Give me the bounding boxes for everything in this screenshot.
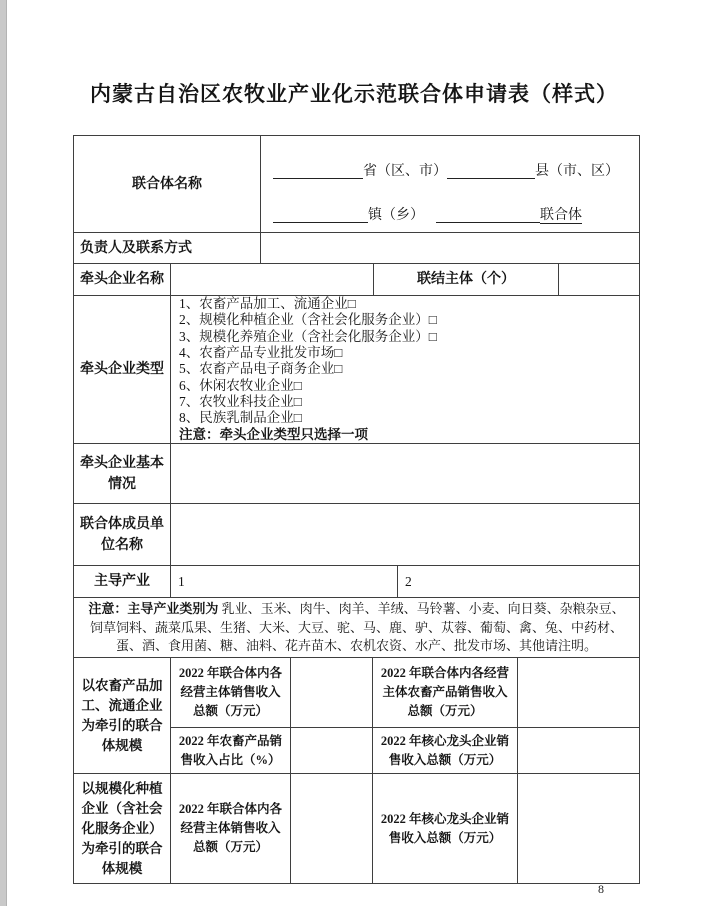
- lead-type-option: 1、农畜产品加工、流通企业□: [179, 296, 356, 312]
- lead-type-option: 8、民族乳制品企业□: [179, 410, 302, 426]
- row-lead-basic: [74, 444, 639, 504]
- spl-field2: 2022 年核心龙头企业销售收入总额（万元）: [373, 774, 518, 883]
- row-members: [74, 504, 639, 566]
- lead-type-option: 5、农畜产品电子商务企业□: [179, 361, 343, 377]
- page-title: 内蒙古自治区农牧业产业化示范联合体申请表（样式）: [90, 82, 618, 106]
- sp-r1-field2: 2022 年联合体内各经营主体农畜产品销售收入总额（万元）: [373, 658, 518, 727]
- row-lead-type: [74, 296, 639, 444]
- row-lead-enterprise: [74, 264, 639, 296]
- row-contact: [74, 233, 639, 264]
- province-label: 省（区、市）: [363, 164, 447, 179]
- viewer-left-edge: [0, 0, 7, 906]
- sp-r1-value1: [291, 658, 373, 727]
- sp-r2-value1: [291, 728, 373, 773]
- members-label: 联合体成员单位名称: [74, 504, 171, 565]
- consortium-name-value: [261, 136, 639, 232]
- sp-r2-value2: [518, 728, 639, 773]
- blank-line: [436, 208, 540, 223]
- linked-entities-value: [559, 264, 639, 295]
- scale-processing-label: 以农畜产品加工、流通企业为牵引的联合体规模: [74, 658, 171, 773]
- blank-line: [273, 164, 363, 179]
- lead-basic-value: [171, 444, 639, 503]
- scale-processing-row2: [171, 728, 639, 773]
- town-label: 镇（乡）: [368, 208, 424, 223]
- main-industry-label: 主导产业: [74, 566, 171, 597]
- contact-value: [261, 233, 639, 263]
- lead-type-option: 2、规模化种植企业（含社会化服务企业）□: [179, 312, 437, 328]
- main-industry-2: 2: [405, 573, 412, 589]
- application-form-table: [73, 135, 640, 884]
- lead-type-label: 牵头企业类型: [74, 296, 171, 443]
- scale-processing-row1: [171, 658, 639, 728]
- sp-r2-field1: 2022 年农畜产品销售收入占比（%）: [171, 728, 291, 773]
- scale-planting-label: 以规模化种植企业（含社会化服务企业）为牵引的联合体规模: [74, 774, 171, 883]
- blank-line: [447, 164, 535, 179]
- members-value: [171, 504, 639, 565]
- industry-note-bold: 注意：主导产业类别为: [88, 601, 219, 616]
- province-county-line: [273, 160, 619, 180]
- contact-label: 负责人及联系方式: [74, 233, 261, 263]
- lead-type-option: 4、农畜产品专业批发市场□: [179, 345, 343, 361]
- consortium-name-label: 联合体名称: [74, 136, 261, 232]
- industry-note: [74, 598, 639, 657]
- lead-basic-label: 牵头企业基本情况: [74, 444, 171, 503]
- town-consortium-line: [273, 204, 582, 224]
- spl-value1: [291, 774, 373, 883]
- sp-r2-field2: 2022 年核心龙头企业销售收入总额（万元）: [373, 728, 518, 773]
- spl-value2: [518, 774, 639, 883]
- scale-processing-grid: [171, 658, 639, 773]
- row-consortium-name: [74, 136, 639, 233]
- county-label: 县（市、区）: [535, 164, 619, 179]
- lead-enterprise-name-value: [171, 264, 374, 295]
- sp-r1-value2: [518, 658, 639, 727]
- lead-enterprise-name-label: 牵头企业名称: [74, 264, 171, 295]
- row-scale-planting: [74, 774, 639, 883]
- consortium-suffix-label: 联合体: [540, 208, 582, 223]
- lead-type-option: 6、休闲农牧业企业□: [179, 377, 302, 393]
- lead-type-option: 7、农牧业科技企业□: [179, 393, 302, 409]
- lead-type-options: [171, 296, 639, 443]
- linked-entities-label: 联结主体（个）: [374, 264, 559, 295]
- lead-type-note: 注意：牵头企业类型只选择一项: [179, 426, 368, 442]
- row-industry-note: [74, 598, 639, 658]
- page-number: 8: [598, 882, 604, 896]
- sp-r1-field1: 2022 年联合体内各经营主体销售收入总额（万元）: [171, 658, 291, 727]
- row-main-industry: [74, 566, 639, 598]
- blank-line: [273, 208, 368, 223]
- spl-field1: 2022 年联合体内各经营主体销售收入总额（万元）: [171, 774, 291, 883]
- main-industry-1: 1: [171, 566, 398, 597]
- lead-type-option: 3、规模化养殖企业（含社会化服务企业）□: [179, 328, 437, 344]
- row-scale-processing: [74, 658, 639, 774]
- industry-note-text: 乳业、玉米、肉牛、肉羊、羊绒、马铃薯、小麦、向日葵、杂粮杂豆、饲草饲料、蔬菜瓜果、生猪、大米、大豆、驼、马、鹿、驴、苁蓉、葡萄、禽、兔、中药材、蛋、酒、食用菌、糖、油料、花卉苗木、农机农资、水产、批发市场、其他请注明。: [89, 601, 625, 654]
